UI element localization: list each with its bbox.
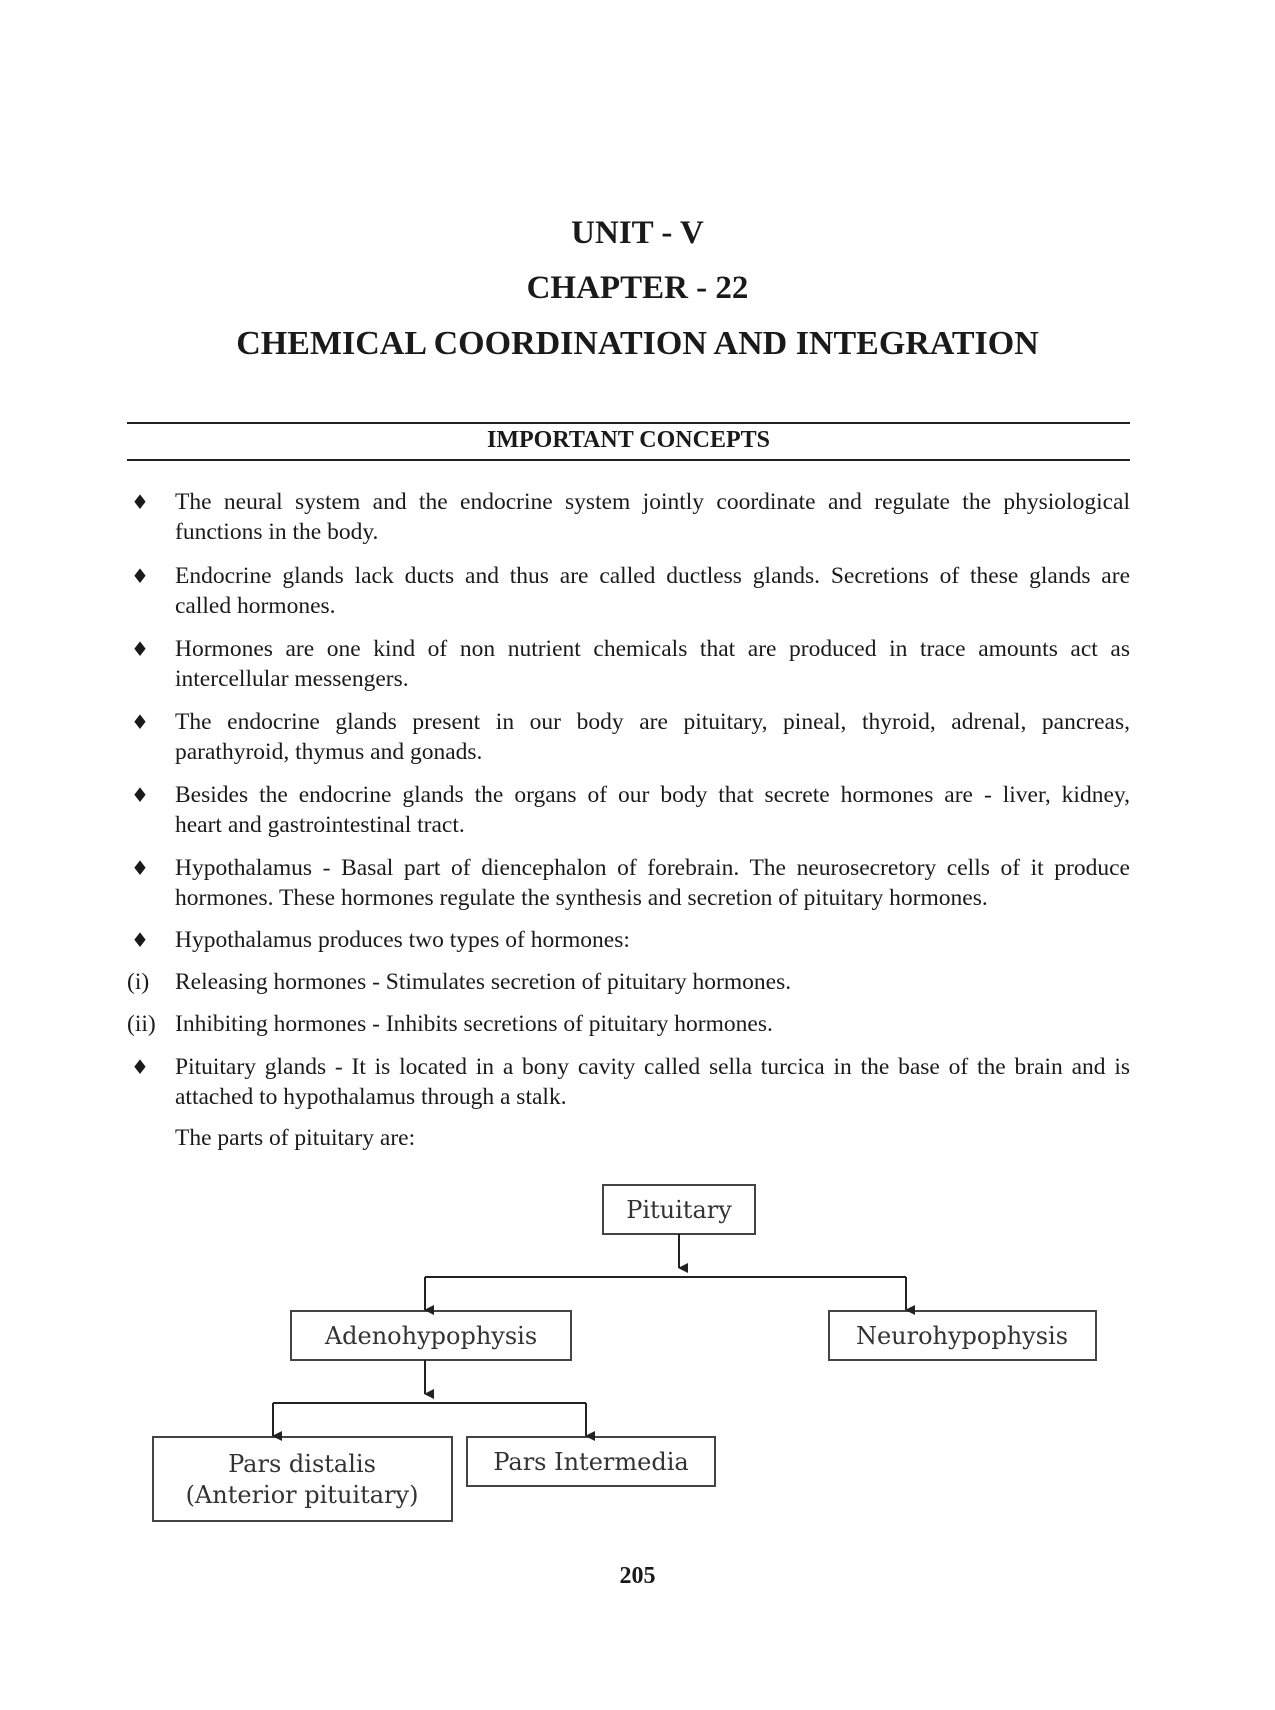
concept-line: called hormones. [175,593,336,619]
concept-line: intercellular messengers. [175,666,409,692]
concept-line: parathyroid, thymus and gonads. [175,739,483,765]
chapter-title: CHEMICAL COORDINATION AND INTEGRATION [236,325,1039,362]
pars-distalis-label: Pars distalis [228,1450,376,1478]
bullet-diamond-icon: ♦ [131,490,149,514]
pituitary-label: Pituitary [626,1196,732,1224]
concept-item-8 [127,967,1130,997]
page-number: 205 [619,1563,656,1589]
parts-intro: The parts of pituitary are: [175,1125,416,1151]
concept-line: The neural system and the endocrine system jointly coordinate and regulate the physiological [175,489,1130,515]
unit-heading: UNIT - V [571,215,704,251]
roman-marker: (ii) [127,1011,156,1037]
concept-item-2 [127,561,1130,621]
bullet-diamond-icon: ♦ [131,856,149,880]
concept-line: Hypothalamus - Basal part of diencephalon of forebrain. The neurosecretory cells of it produce [175,855,1130,881]
concept-line: heart and gastrointestinal tract. [175,812,465,838]
adenohypophysis-label: Adenohypophysis [324,1322,538,1350]
concept-line: Inhibiting hormones - Inhibits secretions of pituitary hormones. [175,1011,773,1037]
bullet-diamond-icon: ♦ [131,710,149,734]
section-title: IMPORTANT CONCEPTS [487,427,770,453]
concept-item-5 [127,780,1130,840]
concept-line: Besides the endocrine glands the organs of our body that secrete hormones are - liver, kidney, [175,782,1130,808]
concept-line: Hormones are one kind of non nutrient chemicals that are produced in trace amounts act as [175,636,1130,662]
concept-line: functions in the body. [175,519,379,545]
bullet-diamond-icon: ♦ [131,1055,149,1079]
concept-line: Endocrine glands lack ducts and thus are called ductless glands. Secretions of these glands are [175,563,1130,589]
concept-item-1 [127,487,1130,547]
roman-marker: (i) [127,969,150,995]
concept-item-10 [127,1052,1130,1112]
bullet-diamond-icon: ♦ [131,928,149,952]
concept-line: attached to hypothalamus through a stalk. [175,1084,567,1110]
bullet-diamond-icon: ♦ [131,564,149,588]
concept-line: Pituitary glands - It is located in a bony cavity called sella turcica in the base of the brain and is [175,1054,1130,1080]
concept-line: The endocrine glands present in our body are pituitary, pineal, thyroid, adrenal, pancreas, [175,709,1130,735]
concept-item-3 [127,634,1130,694]
concept-line: Hypothalamus produces two types of hormones: [175,927,630,953]
bullet-diamond-icon: ♦ [131,637,149,661]
concept-item-9 [127,1009,1130,1039]
anterior-pituitary-label: (Anterior pituitary) [185,1481,419,1509]
concept-line: hormones. These hormones regulate the synthesis and secretion of pituitary hormones. [175,885,988,911]
bullet-diamond-icon: ♦ [131,783,149,807]
bottom-rule [127,459,1130,461]
concept-item-4 [127,707,1130,767]
concept-line: Releasing hormones - Stimulates secretion of pituitary hormones. [175,969,792,995]
concept-item-7 [127,925,1130,955]
chapter-heading: CHAPTER - 22 [526,270,749,306]
pars-intermedia-label: Pars Intermedia [493,1448,689,1476]
concept-item-6 [127,853,1130,913]
top-rule [127,422,1130,424]
pituitary-flowchart [0,1170,1275,1540]
neurohypophysis-label: Neurohypophysis [855,1322,1069,1350]
